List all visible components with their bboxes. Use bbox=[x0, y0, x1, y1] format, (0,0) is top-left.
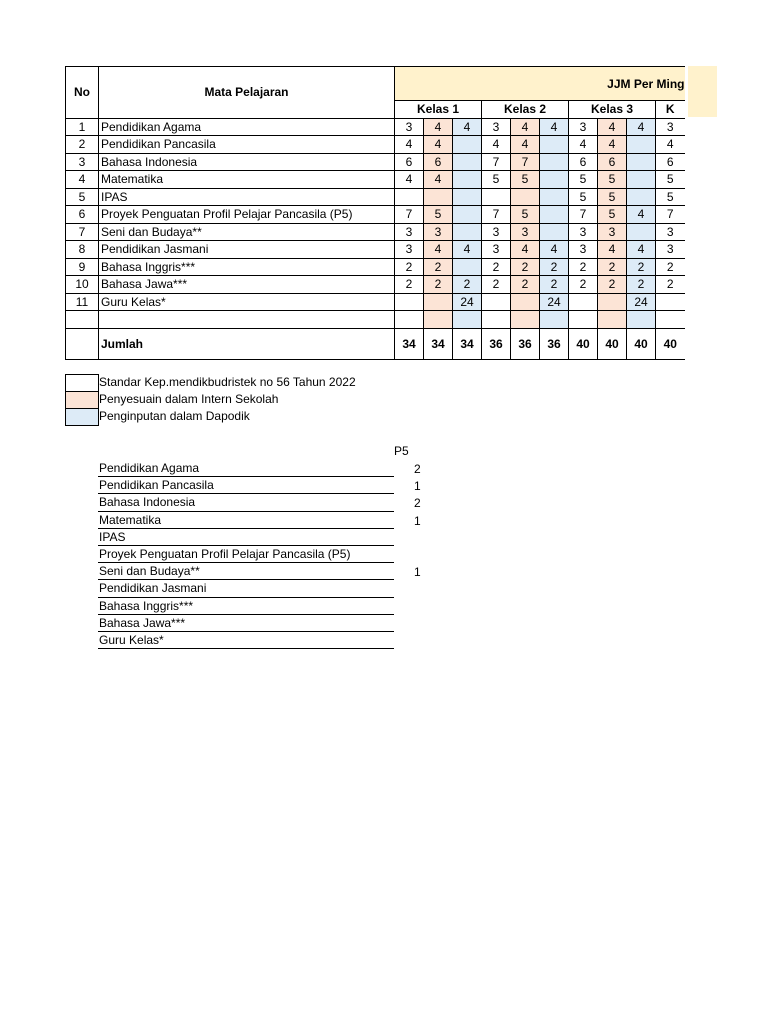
p5-subject: Bahasa Jawa*** bbox=[99, 615, 186, 630]
p5-subject: Matematika bbox=[99, 512, 162, 527]
hours-cell: 7 bbox=[569, 206, 598, 224]
p5-row bbox=[98, 460, 421, 477]
total-cell: 36 bbox=[511, 328, 540, 359]
row-number: 3 bbox=[66, 153, 99, 171]
header-kelas-1: Kelas 1 bbox=[395, 101, 482, 119]
hours-cell bbox=[511, 293, 540, 311]
p5-list bbox=[98, 460, 421, 649]
p5-value: 2 bbox=[414, 462, 421, 476]
header-kelas-4: K bbox=[656, 101, 685, 119]
row-number: 7 bbox=[66, 223, 99, 241]
hours-cell bbox=[395, 293, 424, 311]
p5-value: 1 bbox=[414, 565, 421, 580]
hours-cell: 2 bbox=[627, 258, 656, 276]
hours-cell: 3 bbox=[511, 223, 540, 241]
p5-value: 2 bbox=[414, 496, 421, 511]
hours-cell: 4 bbox=[627, 206, 656, 224]
hours-cell bbox=[656, 293, 685, 311]
hours-cell: 5 bbox=[569, 171, 598, 189]
hours-cell: 3 bbox=[656, 118, 685, 136]
p5-value: 1 bbox=[414, 513, 421, 528]
hours-cell bbox=[453, 153, 482, 171]
hours-cell bbox=[540, 188, 569, 206]
hours-cell: 4 bbox=[569, 136, 598, 154]
total-cell: 40 bbox=[627, 328, 656, 359]
hours-cell: 4 bbox=[511, 241, 540, 259]
hours-cell: 5 bbox=[482, 171, 511, 189]
legend-label: Penyesuain dalam Intern Sekolah bbox=[99, 392, 279, 406]
hours-cell: 4 bbox=[424, 241, 453, 259]
hours-cell: 2 bbox=[511, 276, 540, 294]
hours-cell: 2 bbox=[482, 258, 511, 276]
hours-cell bbox=[540, 136, 569, 154]
hours-cell: 3 bbox=[424, 223, 453, 241]
hours-cell bbox=[627, 223, 656, 241]
hours-cell: 5 bbox=[656, 171, 685, 189]
hours-cell: 4 bbox=[424, 171, 453, 189]
hours-cell: 4 bbox=[453, 241, 482, 259]
p5-row bbox=[98, 632, 394, 649]
hours-cell: 4 bbox=[598, 118, 627, 136]
hours-cell: 2 bbox=[424, 276, 453, 294]
empty-cell bbox=[511, 311, 540, 329]
hours-cell: 2 bbox=[424, 258, 453, 276]
table-row bbox=[66, 188, 685, 206]
hours-cell: 2 bbox=[540, 258, 569, 276]
hours-cell: 4 bbox=[627, 118, 656, 136]
p5-subject: Bahasa Inggris*** bbox=[99, 598, 194, 613]
subject-name: Proyek Penguatan Profil Pelajar Pancasila (P5) bbox=[99, 206, 395, 224]
p5-subject: Pendidikan Pancasila bbox=[99, 478, 214, 493]
jjm-table bbox=[65, 66, 685, 360]
empty-cell bbox=[453, 311, 482, 329]
hours-cell: 6 bbox=[656, 153, 685, 171]
row-number: 6 bbox=[66, 206, 99, 224]
hours-cell: 4 bbox=[540, 118, 569, 136]
total-cell: 34 bbox=[395, 328, 424, 359]
hours-cell: 3 bbox=[656, 223, 685, 241]
p5-row bbox=[98, 512, 421, 529]
table-row bbox=[66, 136, 685, 154]
p5-subject: Seni dan Budaya** bbox=[99, 564, 200, 579]
p5-title: P5 bbox=[394, 444, 409, 458]
hours-cell: 2 bbox=[511, 258, 540, 276]
hours-cell: 2 bbox=[482, 276, 511, 294]
p5-row bbox=[98, 598, 394, 615]
subject-name: Bahasa Inggris*** bbox=[99, 258, 395, 276]
empty-cell bbox=[627, 311, 656, 329]
hours-cell bbox=[424, 293, 453, 311]
p5-subject: Guru Kelas* bbox=[99, 632, 164, 647]
hours-cell: 7 bbox=[482, 206, 511, 224]
table-row bbox=[66, 241, 685, 259]
hours-cell bbox=[453, 188, 482, 206]
hours-cell bbox=[453, 171, 482, 189]
legend-swatch bbox=[65, 408, 99, 426]
hours-cell: 3 bbox=[482, 241, 511, 259]
hours-cell: 4 bbox=[395, 171, 424, 189]
hours-cell: 4 bbox=[395, 136, 424, 154]
table-row bbox=[66, 206, 685, 224]
subject-name: IPAS bbox=[99, 188, 395, 206]
table-row bbox=[66, 293, 685, 311]
subject-name: Pendidikan Jasmani bbox=[99, 241, 395, 259]
hours-cell: 2 bbox=[395, 258, 424, 276]
hours-cell: 4 bbox=[540, 241, 569, 259]
empty-cell bbox=[395, 311, 424, 329]
legend-swatch bbox=[65, 391, 99, 409]
header-kelas-2: Kelas 2 bbox=[482, 101, 569, 119]
hours-cell: 2 bbox=[569, 258, 598, 276]
header-no: No bbox=[66, 67, 99, 119]
p5-value: 1 bbox=[414, 479, 421, 494]
empty-cell bbox=[540, 311, 569, 329]
row-number: 4 bbox=[66, 171, 99, 189]
hours-cell: 4 bbox=[627, 241, 656, 259]
hours-cell bbox=[627, 136, 656, 154]
p5-row bbox=[98, 615, 394, 632]
hours-cell: 2 bbox=[453, 276, 482, 294]
empty-cell bbox=[569, 311, 598, 329]
hours-cell bbox=[424, 188, 453, 206]
subject-name: Matematika bbox=[99, 171, 395, 189]
hours-cell bbox=[540, 206, 569, 224]
hours-cell: 3 bbox=[569, 118, 598, 136]
hours-cell bbox=[540, 171, 569, 189]
hours-cell: 4 bbox=[656, 136, 685, 154]
total-cell: 34 bbox=[424, 328, 453, 359]
total-cell: 40 bbox=[656, 328, 685, 359]
hours-cell bbox=[453, 258, 482, 276]
empty-cell bbox=[99, 311, 395, 329]
hours-cell: 2 bbox=[656, 276, 685, 294]
hours-cell: 3 bbox=[395, 223, 424, 241]
hours-cell bbox=[453, 206, 482, 224]
subject-name: Pendidikan Pancasila bbox=[99, 136, 395, 154]
hours-cell: 3 bbox=[395, 118, 424, 136]
hours-cell: 3 bbox=[482, 118, 511, 136]
hours-cell: 24 bbox=[453, 293, 482, 311]
hours-cell: 4 bbox=[424, 118, 453, 136]
subject-name: Pendidikan Agama bbox=[99, 118, 395, 136]
subject-name: Bahasa Indonesia bbox=[99, 153, 395, 171]
hours-cell: 5 bbox=[598, 171, 627, 189]
hours-cell bbox=[540, 223, 569, 241]
hours-cell: 7 bbox=[395, 206, 424, 224]
total-cell: 40 bbox=[569, 328, 598, 359]
hours-cell: 5 bbox=[598, 206, 627, 224]
table-row bbox=[66, 171, 685, 189]
row-number: 11 bbox=[66, 293, 99, 311]
hours-cell: 2 bbox=[627, 276, 656, 294]
p5-subject: Pendidikan Agama bbox=[99, 461, 200, 475]
total-cell: 40 bbox=[598, 328, 627, 359]
table-row bbox=[66, 153, 685, 171]
hours-cell bbox=[627, 153, 656, 171]
hours-cell: 4 bbox=[598, 241, 627, 259]
hours-cell bbox=[569, 293, 598, 311]
subject-name: Bahasa Jawa*** bbox=[99, 276, 395, 294]
table-row bbox=[66, 223, 685, 241]
hours-cell bbox=[598, 293, 627, 311]
hours-cell: 7 bbox=[656, 206, 685, 224]
total-row bbox=[66, 328, 685, 359]
hours-cell: 7 bbox=[511, 153, 540, 171]
hours-cell: 4 bbox=[598, 136, 627, 154]
legend-label: Standar Kep.mendikbudristek no 56 Tahun 2022 bbox=[99, 375, 356, 389]
p5-subject: Proyek Penguatan Profil Pelajar Pancasila (P5) bbox=[99, 546, 351, 561]
hours-cell: 4 bbox=[511, 118, 540, 136]
empty-cell bbox=[424, 311, 453, 329]
hours-cell: 5 bbox=[511, 171, 540, 189]
hours-cell: 2 bbox=[598, 276, 627, 294]
total-label: Jumlah bbox=[99, 328, 395, 359]
hours-cell: 6 bbox=[569, 153, 598, 171]
hours-cell: 4 bbox=[424, 136, 453, 154]
hours-cell bbox=[511, 188, 540, 206]
empty-cell bbox=[66, 311, 99, 329]
header-kelas-3: Kelas 3 bbox=[569, 101, 656, 119]
hours-cell bbox=[627, 171, 656, 189]
p5-row bbox=[98, 494, 421, 511]
hours-cell: 3 bbox=[656, 241, 685, 259]
hours-cell: 2 bbox=[569, 276, 598, 294]
hours-cell: 6 bbox=[598, 153, 627, 171]
hours-cell: 3 bbox=[395, 241, 424, 259]
hours-cell: 2 bbox=[598, 258, 627, 276]
hours-cell: 2 bbox=[395, 276, 424, 294]
hours-cell: 3 bbox=[569, 241, 598, 259]
hours-cell: 3 bbox=[598, 223, 627, 241]
p5-row bbox=[98, 477, 421, 494]
header-jjm: JJM Per Ming bbox=[395, 67, 685, 101]
header-subject: Mata Pelajaran bbox=[99, 67, 395, 119]
hours-cell: 24 bbox=[540, 293, 569, 311]
hours-cell: 4 bbox=[511, 136, 540, 154]
table-row bbox=[66, 276, 685, 294]
subject-name: Seni dan Budaya** bbox=[99, 223, 395, 241]
hours-cell: 6 bbox=[424, 153, 453, 171]
p5-row bbox=[98, 529, 394, 546]
table-row bbox=[66, 118, 685, 136]
empty-cell bbox=[482, 311, 511, 329]
legend-label: Penginputan dalam Dapodik bbox=[99, 409, 250, 423]
p5-row bbox=[98, 580, 394, 597]
hours-cell: 6 bbox=[395, 153, 424, 171]
empty-cell bbox=[598, 311, 627, 329]
row-number: 1 bbox=[66, 118, 99, 136]
hours-cell: 5 bbox=[656, 188, 685, 206]
jjm-header-overflow bbox=[688, 66, 717, 117]
total-cell: 34 bbox=[453, 328, 482, 359]
hours-cell: 5 bbox=[598, 188, 627, 206]
hours-cell: 3 bbox=[569, 223, 598, 241]
hours-cell: 4 bbox=[453, 118, 482, 136]
row-number: 2 bbox=[66, 136, 99, 154]
hours-cell: 7 bbox=[482, 153, 511, 171]
hours-cell bbox=[540, 153, 569, 171]
hours-cell bbox=[395, 188, 424, 206]
empty-cell bbox=[656, 311, 685, 329]
row-number: 10 bbox=[66, 276, 99, 294]
hours-cell: 24 bbox=[627, 293, 656, 311]
p5-subject: Pendidikan Jasmani bbox=[99, 581, 207, 596]
row-number: 9 bbox=[66, 258, 99, 276]
p5-row bbox=[98, 546, 394, 563]
subject-name: Guru Kelas* bbox=[99, 293, 395, 311]
p5-row bbox=[98, 563, 421, 580]
legend-swatch bbox=[65, 374, 99, 392]
p5-subject: IPAS bbox=[99, 529, 126, 544]
hours-cell: 5 bbox=[511, 206, 540, 224]
p5-subject: Bahasa Indonesia bbox=[99, 495, 196, 510]
hours-cell: 2 bbox=[540, 276, 569, 294]
hours-cell: 4 bbox=[482, 136, 511, 154]
row-number: 8 bbox=[66, 241, 99, 259]
hours-cell: 5 bbox=[569, 188, 598, 206]
hours-cell bbox=[627, 188, 656, 206]
table-row bbox=[66, 258, 685, 276]
total-cell: 36 bbox=[482, 328, 511, 359]
hours-cell bbox=[453, 223, 482, 241]
row-number: 5 bbox=[66, 188, 99, 206]
table-row-empty bbox=[66, 311, 685, 329]
hours-cell: 3 bbox=[482, 223, 511, 241]
total-cell: 36 bbox=[540, 328, 569, 359]
hours-cell bbox=[482, 293, 511, 311]
hours-cell bbox=[453, 136, 482, 154]
hours-cell: 5 bbox=[424, 206, 453, 224]
hours-cell bbox=[482, 188, 511, 206]
hours-cell: 2 bbox=[656, 258, 685, 276]
total-no bbox=[66, 328, 99, 359]
